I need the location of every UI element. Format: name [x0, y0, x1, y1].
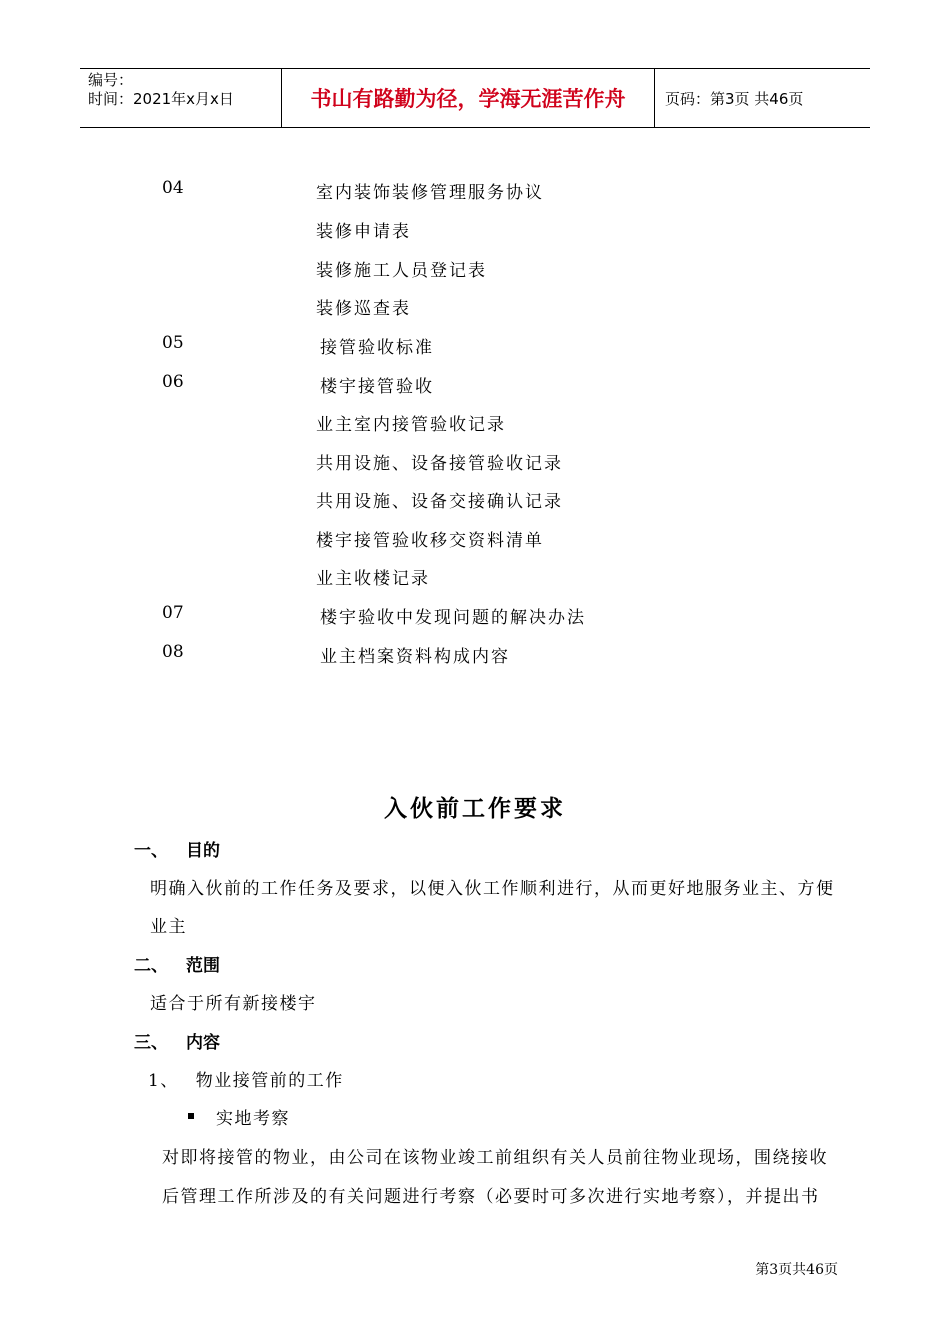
toc-num: 06: [162, 372, 184, 392]
toc-text: 接管验收标准: [320, 338, 434, 358]
toc-row: [0, 449, 950, 479]
toc-row: [0, 526, 950, 556]
paragraph: 业主: [150, 917, 187, 937]
page-footer: 第3页共46页: [755, 1262, 838, 1278]
toc-row: [0, 333, 950, 363]
section-heading: [134, 951, 434, 975]
section-title: 入伙前工作要求: [384, 795, 566, 822]
toc-text: 装修申请表: [316, 222, 411, 242]
toc-row: [0, 178, 950, 208]
toc-text: 业主室内接管验收记录: [316, 415, 506, 435]
toc-row: [0, 564, 950, 594]
paragraph: 对即将接管的物业，由公司在该物业竣工前组织有关人员前往物业现场，围绕接收: [162, 1148, 828, 1168]
toc-row: [0, 217, 950, 247]
section-heading-text: 内容: [186, 1033, 220, 1053]
section-number: 三、: [134, 1033, 168, 1053]
header-page-info: 页码：第3页 共46页: [665, 89, 804, 108]
paragraph: 后管理工作所涉及的有关问题进行考察（必要时可多次进行实地考察），并提出书: [162, 1187, 820, 1207]
toc-text: 装修施工人员登记表: [316, 261, 487, 281]
toc-text: 楼宇验收中发现问题的解决办法: [320, 608, 586, 628]
toc-text: 装修巡查表: [316, 299, 411, 319]
paragraph: 适合于所有新接楼宇: [150, 994, 317, 1014]
toc-text: 共用设施、设备交接确认记录: [316, 492, 563, 512]
section-heading-text: 范围: [186, 956, 220, 976]
toc-text: 楼宇接管验收移交资料清单: [316, 531, 544, 551]
toc-row: [0, 410, 950, 440]
toc-num: 08: [162, 642, 184, 662]
toc-num: 05: [162, 333, 184, 353]
toc-num: 07: [162, 603, 184, 623]
section-heading-text: 目的: [186, 841, 220, 861]
square-bullet-icon: [188, 1113, 194, 1119]
bullet-item: 实地考察: [216, 1109, 290, 1129]
toc-text: 业主收楼记录: [316, 569, 430, 589]
toc-row: [0, 294, 950, 324]
header-meta: [80, 69, 282, 127]
toc-text: 室内装饰装修管理服务协议: [316, 183, 544, 203]
toc-num: 04: [162, 178, 184, 198]
paragraph: 明确入伙前的工作任务及要求，以便入伙工作顺利进行，从而更好地服务业主、方便: [150, 879, 835, 899]
section-heading: [134, 1028, 434, 1052]
section-number: 二、: [134, 956, 168, 976]
toc-text: 业主档案资料构成内容: [320, 647, 510, 667]
header-number: 编号：: [88, 71, 134, 89]
toc-row: [0, 372, 950, 402]
list-item: 1、 物业接管前的工作: [148, 1071, 344, 1091]
toc-row: [0, 642, 950, 672]
toc-row: [0, 603, 950, 633]
toc-row: [0, 487, 950, 517]
section-heading: [134, 836, 434, 860]
toc-row: [0, 256, 950, 286]
toc-text: 楼宇接管验收: [320, 377, 434, 397]
section-number: 一、: [134, 841, 168, 861]
header-time: 时间：2021年x月x日: [88, 90, 234, 108]
header-motto: 书山有路勤为径，学海无涯苦作舟: [282, 69, 655, 127]
page-header: [80, 68, 870, 128]
toc-text: 共用设施、设备接管验收记录: [316, 454, 563, 474]
